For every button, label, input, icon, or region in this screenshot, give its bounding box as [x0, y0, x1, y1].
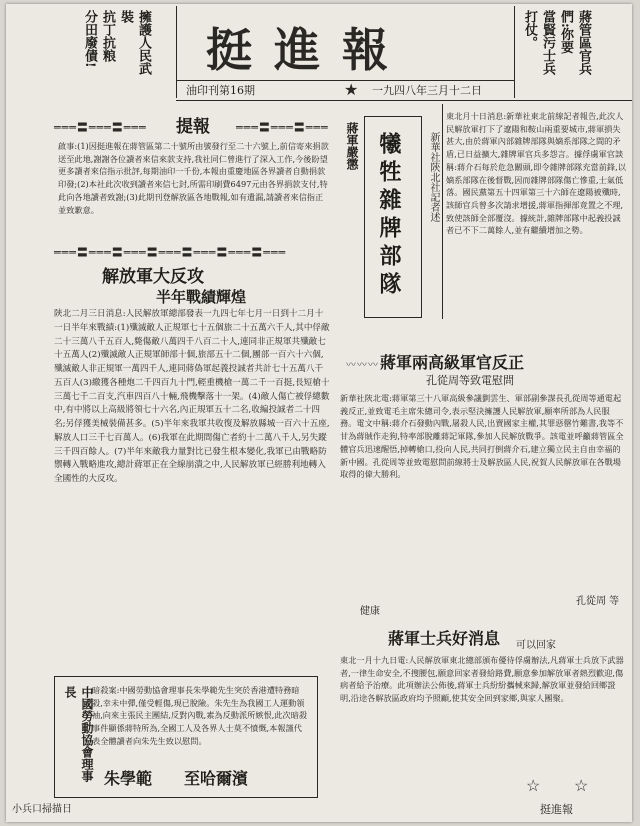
- pla-subtitle: 半年戰績輝煌: [156, 288, 247, 306]
- condolence-recipient: 朱學範: [104, 769, 153, 788]
- pla-body: 陝北二月三日消息:人民解放軍總部發表一九四七年七月一日到十二月十一日半年來戰績:(1)殲滅敵人正規軍七十五個旅二十五萬六千人,其中俘敵二十三萬八千五百人,斃傷敵八萬四千八百二十人,連同非正規軍共殲敵七十五萬人(2)殲滅敵人正規軍師部十個,旅部五十二個,團部一百六十六個,殲滅敵人非正規軍一萬四千人,連同蔣偽軍起義投誠者共計七十五萬八千五百人(3)繳獲各種炮二千四百九十門,輕重機槍一萬二千一百挺,長短槍十三萬七千二百支,汽車四百八十輛,飛機擊落十一架。(4)敵人傷亡被俘總數中,有中將以上高級將領七十六名,內正規軍五十二名,收編投誠者二十四名;另俘獲美械裝備甚多。(5)半年來我軍共收復及解放縣城一百六十五座,解放人口三千七百萬人。(6)我軍在此期間傷亡者約十二萬八千人,另失蹤三千四百餘人。(7)半年來敵我力量對比已發生根本變化,我軍已由戰略防禦轉入戰略進攻,總計蔣軍正在全線崩潰之中,人民解放軍已經勝利地轉入全國性的大反攻。: [54, 309, 330, 484]
- masthead-title: 挺進報: [206, 23, 410, 77]
- slogan-right-1: 蔣管區官兵們:你要: [558, 10, 591, 75]
- masthead-rule-bottom: [176, 100, 632, 101]
- officers-dash-left: 〰〰〰: [346, 360, 379, 371]
- slogan-left: [80, 10, 152, 78]
- banner-byline: 新華社陝北社記者述: [428, 132, 439, 222]
- officers-subtitle: 孔從周等致電慰問: [426, 374, 514, 387]
- notice-dash-bottom: ═══〓═══〓═══〓═══〓═══〓═══〓═══: [54, 246, 287, 259]
- soldiers-body: 東北一月十九日電:人民解放軍東北總部頒布優待俘虜辦法,凡蔣軍士兵放下武器者,一律生命安全,不搜腰包,願意回家者發給路費,願意參加解放軍者熱烈歡迎,傷病者給予治療。此項辦法公佈後,蔣軍士兵紛紛攜械來歸,解放軍並發給回鄉證明,沿途各解放區政府均予照顧,使其安全回到家鄉,與家人團聚。: [340, 655, 624, 704]
- slogan-left-divider: [176, 6, 177, 98]
- notice-title: 提報: [176, 117, 210, 137]
- officers-closing: 健康: [360, 606, 380, 617]
- slogan-right-2: 當賢污士兵: [540, 10, 555, 75]
- soldiers-subtitle: 可以回家: [516, 640, 556, 651]
- pla-title: 解放軍大反攻: [102, 267, 204, 287]
- soldiers-title: 蔣軍士兵好消息: [388, 629, 501, 648]
- banner-divider: [442, 104, 443, 319]
- issue-number: 油印刊第16期: [186, 84, 255, 97]
- banner-vertical-label: 蔣軍嚴懲: [345, 122, 359, 170]
- issue-date: 一九四八年三月十二日: [372, 84, 482, 97]
- notice-dash-right: ═══〓═══〓═══: [236, 121, 329, 134]
- sacrifice-body: 東北月十日消息:新華社東北前線記者報告,此次人民解放軍打下了遼陽和鞍山兩重要城市,蔣軍損失甚大,由於蔣軍內部雜牌部隊與嫡系部隊之間的矛盾,已日益擴大,雜牌軍官兵多怨言。據俘虜軍官談稱:蔣介石每於危急關頭,即令雜牌部隊充當前鋒,以嫡系部隊在後督戰,因而雜牌部隊傷亡慘重,士氣低落。國民黨第五十四軍第三十六師在遼陽被殲時,該師官兵曾多次請求增援,蔣軍指揮部竟置之不理,致使該師全部覆沒。據統計,雜牌部隊中起義投誠者已不下二萬餘人,並有繼續增加之勢。: [446, 111, 626, 236]
- slogan-right-divider: [514, 6, 515, 98]
- star-icon: ★: [344, 80, 359, 99]
- condolence-stamp: 中國勞動協會理事長: [63, 686, 94, 782]
- slogan-left-1: 擁護人民武裝: [118, 10, 151, 75]
- footer-right-mark: 挺進報: [540, 803, 573, 816]
- slogan-left-3: 分田廢債!: [82, 10, 97, 68]
- slogan-right: [520, 10, 592, 90]
- officers-body: 新華社陝北電:蔣軍第三十八軍高級參議劉雲生、軍部副參謀長孔從周等通電起義反正,並致電毛主席朱總司令,表示堅決擁護人民解放軍,願率所部為人民服務。電文中稱:蔣介石發動內戰,屠殺人民,出賣國家主權,其罪惡罄竹難書,我等不甘為蔣賊作走狗,特率部脫離蔣記軍隊,參加人民解放戰爭。該電並呼籲蔣管區全體官兵迅速醒悟,掉轉槍口,投向人民,共同打倒蔣介石,建立獨立民主自由幸福的新中國。孔從周等並致電慰問前線將士及解放區人民,祝賀人民解放軍在各戰場取得的偉大勝利。: [340, 393, 624, 480]
- condolence-text: 暗殺案:中國勞動協會理事長朱學範先生突於香港遭特務暗殺,幸未中彈,僅受輕傷,現已脫險。朱先生為我國工人運動領袖,向來主張民主團結,反對內戰,素為反動派所嫉恨,此次暗殺事件顯係蔣特所為,全國工人及各界人士莫不憤慨,本報謹代表全體讀者向朱先生致以慰問。: [92, 685, 308, 746]
- officers-title: 蔣軍兩高級軍官反正: [380, 353, 525, 372]
- star-icon: ☆: [574, 776, 589, 795]
- footer-left-mark: 小兵口掃描日: [12, 804, 72, 815]
- notice-body: 啟事:(1)因挺進報在蔣管區第二十號所由號發行至二十六號上,前信寄來捐款送至此地,謝謝各位讀者來信來款支持,我社同仁曾進行了深入工作,今後盼望更多讀者來信指示批評,每期油印一千份,本報由重慶地區各界讀者自動捐款印發;(2)本社此次收到讀者來信七封,所需印刷費6497元由各界捐款支付,特此向各地讀者致謝;(3)此期刊登解放區各地戰報,如有遺漏,請讀者來信指正並致歉意。: [58, 141, 329, 215]
- slogan-left-2: 抗丁抗粮: [100, 10, 115, 62]
- banner-title: 犧牲雜牌部隊: [376, 132, 402, 300]
- star-icon: ☆: [526, 776, 541, 795]
- officers-signature: 孔從周 等: [576, 596, 620, 607]
- condolence-destination: 至哈爾濱: [184, 769, 249, 788]
- notice-dash-left: ═══〓═══〓═══: [54, 121, 147, 134]
- newspaper-page: [6, 4, 632, 822]
- slogan-right-3: 打仗。: [522, 10, 537, 49]
